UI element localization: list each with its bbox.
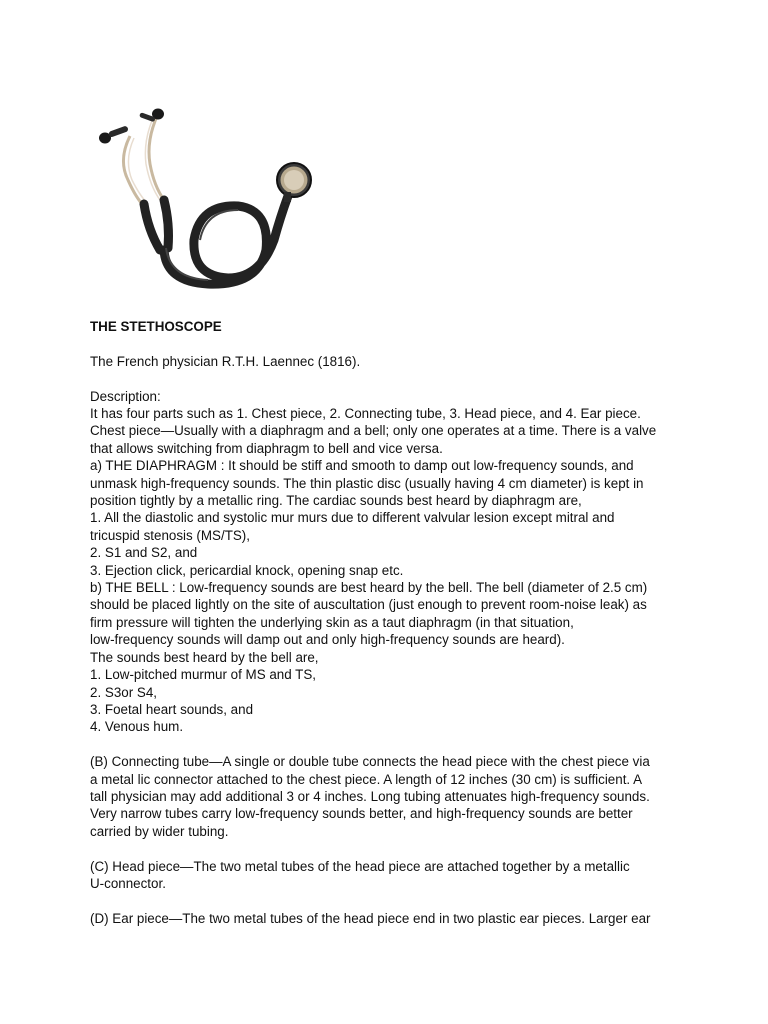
head-piece-line: (C) Head piece—The two metal tubes of the head piece are attached together by a metallic [90, 858, 630, 874]
text-line: tricuspid stenosis (MS/TS), [90, 527, 250, 543]
text-line: 4. Venous hum. [90, 719, 184, 735]
text-line: 2. S1 and S2, and [90, 545, 198, 561]
connecting-tube-line: (B) Connecting tube—A single or double tube connects the head piece with the chest piece via [90, 754, 650, 770]
text-line: unmask high-frequency sounds. The thin plastic disc (usually having 4 cm diameter) is kept in [90, 475, 644, 491]
description-heading: Description: [90, 388, 161, 404]
text-line: 2. S3or S4, [90, 684, 157, 700]
text-line: low-frequency sounds will damp out and only high-frequency sounds are heard). [90, 632, 565, 648]
intro-paragraph: The French physician R.T.H. Laennec (1816). [90, 353, 361, 369]
connecting-tube-line: tall physician may add additional 3 or 4 inches. Long tubing attenuates high-frequency sounds. [90, 788, 650, 804]
text-line: a) THE DIAPHRAGM : It should be stiff and smooth to damp out low-frequency sounds, and [90, 458, 634, 474]
text-line: position tightly by a metallic ring. The cardiac sounds best heard by diaphragm are, [90, 493, 582, 509]
text-line: firm pressure will tighten the underlying skin as a taut diaphragm (in that situation, [90, 614, 574, 630]
text-line: 1. All the diastolic and systolic mur murs due to different valvular lesion except mitral and [90, 510, 615, 526]
text-line: 1. Low-pitched murmur of MS and TS, [90, 667, 316, 683]
text-line: It has four parts such as 1. Chest piece, 2. Connecting tube, 3. Head piece, and 4. Ear piece. [90, 406, 641, 421]
ear-piece-line: (D) Ear piece—The two metal tubes of the head piece end in two plastic ear pieces. Larger ear [90, 910, 651, 926]
connecting-tube-line: Very narrow tubes carry low-frequency sounds better, and high-frequency sounds are better [90, 806, 633, 822]
text-line: b) THE BELL : Low-frequency sounds are best heard by the bell. The bell (diameter of 2.5 cm) [90, 580, 648, 596]
text-line: that allows switching from diaphragm to bell and vice versa. [90, 440, 443, 456]
head-piece-line: U-connector. [90, 875, 166, 891]
stethoscope-illustration [88, 100, 328, 300]
document-body [90, 318, 690, 927]
text-line: should be placed lightly on the site of auscultation (just enough to prevent room-noise leak) as [90, 597, 647, 613]
text-line: 3. Ejection click, pericardial knock, opening snap etc. [90, 562, 404, 578]
document-title: THE STETHOSCOPE [90, 319, 222, 334]
connecting-tube-line: a metal lic connector attached to the chest piece. A length of 12 inches (30 cm) is sufficient. A [90, 771, 643, 787]
text-line: Chest piece—Usually with a diaphragm and a bell; only one operates at a time. There is a valve [90, 423, 657, 439]
text-line: 3. Foetal heart sounds, and [90, 701, 254, 717]
connecting-tube-line: carried by wider tubing. [90, 823, 229, 839]
text-line: The sounds best heard by the bell are, [90, 649, 319, 665]
